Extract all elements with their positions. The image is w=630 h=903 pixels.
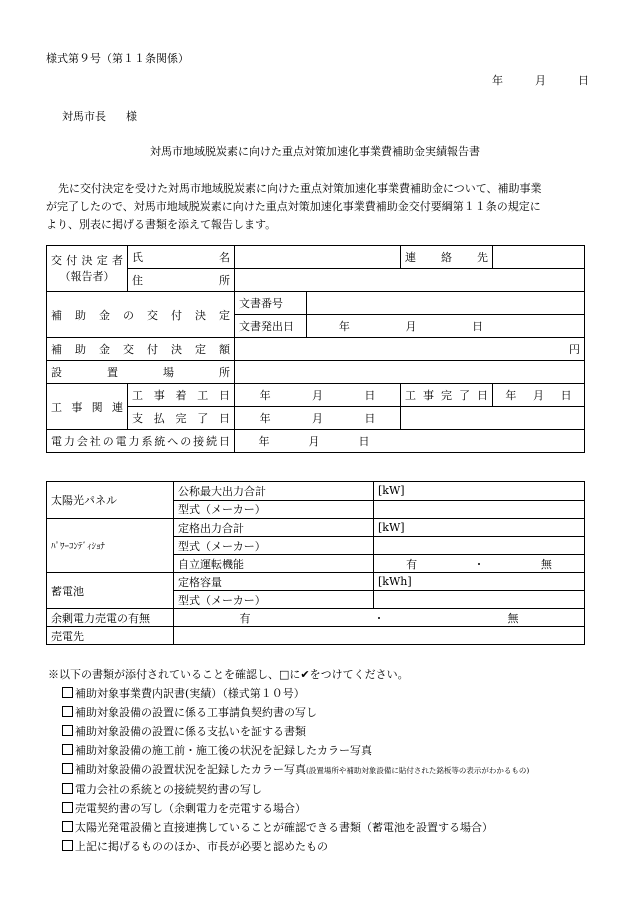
check-item-9-label: 上記に掲げるもののほか、市長が必要と認めたもの [75, 840, 328, 853]
surplus-choice[interactable] [174, 609, 585, 627]
checkbox-icon[interactable] [62, 687, 73, 698]
checkbox-icon[interactable] [62, 840, 73, 851]
check-item-9[interactable] [62, 837, 608, 856]
buyer-label: 売電先 [47, 627, 174, 645]
intro-line-3: より、別表に掲げる書類を添えて報告します。 [46, 218, 277, 231]
kwh-unit: [kWh] [378, 575, 412, 588]
grid-year: 年 [258, 435, 270, 448]
payment-month: 月 [311, 412, 323, 425]
complete-date-field[interactable] [493, 384, 585, 407]
contact-field[interactable] [493, 246, 585, 269]
doc-number-field[interactable] [307, 292, 585, 315]
battery-model-field[interactable] [374, 591, 585, 609]
battery-model-label: 型式（メーカー） [174, 591, 374, 609]
decision-amount-field[interactable] [235, 338, 585, 361]
nominal-output-label: 公称最大出力合計 [174, 482, 374, 501]
payment-date-field[interactable] [235, 407, 401, 430]
addressee-name: 対馬市長 [62, 110, 106, 123]
independent-label: 自立運転機能 [174, 555, 374, 573]
solar-label: 太陽光パネル [47, 482, 174, 519]
doc-date-field[interactable] [307, 315, 585, 338]
applicant-cell [47, 246, 128, 292]
name-label: 氏 名 [128, 246, 235, 269]
address-field[interactable] [235, 269, 585, 292]
decision-amount-label: 補助金交付決定額 [47, 338, 235, 361]
complete-year: 年 [505, 389, 517, 402]
surplus-yes[interactable]: 有 [239, 611, 251, 625]
payment-date-label: 支払完了日 [128, 407, 235, 430]
check-item-5[interactable] [62, 760, 608, 780]
date-day: 日 [578, 74, 589, 87]
address-label: 住 所 [128, 269, 235, 292]
date-line [492, 72, 589, 88]
checklist-heading: ※以下の書類が添付されていることを確認し、□に✔をつけてください。 [48, 668, 409, 681]
grid-connection-field[interactable] [235, 430, 585, 453]
check-item-5-label: 補助対象設備の設置状況を記録したカラー写真 [75, 763, 306, 776]
check-item-1-label: 補助対象事業費内訳書(実績）（様式第１０号） [75, 687, 305, 700]
grid-month: 月 [308, 435, 320, 448]
independent-yes[interactable]: 有 [406, 557, 418, 571]
checkbox-icon[interactable] [62, 725, 73, 736]
payment-year: 年 [259, 412, 271, 425]
doc-date-label: 文書発出日 [235, 315, 307, 338]
addressee [62, 108, 137, 124]
checkbox-icon[interactable] [62, 802, 73, 813]
nominal-output-field[interactable] [374, 482, 585, 501]
location-field[interactable] [235, 361, 585, 384]
complete-date-label: 工事完了日 [401, 384, 493, 407]
applicant-sub-label: （報告者） [59, 269, 115, 283]
rated-output-label: 定格出力合計 [174, 519, 374, 537]
surplus-label: 余剰電力売電の有無 [47, 609, 174, 627]
start-month: 月 [311, 389, 323, 402]
name-field[interactable] [235, 246, 401, 269]
complete-month: 月 [532, 389, 544, 402]
doc-date-day: 日 [472, 320, 484, 333]
equipment-table [46, 481, 585, 645]
location-label: 設置場所 [47, 361, 235, 384]
check-item-8[interactable] [62, 818, 608, 837]
pcs-label-text: ﾊﾟﾜｰｺﾝﾃﾞｨｼｮﾅ [51, 542, 106, 552]
independent-no[interactable]: 無 [540, 557, 552, 571]
rated-output-field[interactable] [374, 519, 585, 537]
check-item-2[interactable] [62, 703, 608, 722]
check-item-6-label: 電力会社の系統との接続契約書の写し [75, 783, 262, 796]
document-title: 対馬市地域脱炭素に向けた重点対策加速化事業費補助金実績報告書 [150, 145, 480, 158]
check-item-7[interactable] [62, 799, 608, 818]
date-month: 月 [535, 74, 546, 87]
date-year: 年 [492, 74, 503, 87]
report-table [46, 245, 585, 453]
surplus-dot: ・ [373, 611, 385, 625]
solar-model-field[interactable] [374, 500, 585, 519]
construction-label: 工事関連 [47, 384, 128, 430]
grid-connection-label: 電力会社の電力系統への接続日 [47, 430, 235, 453]
pcs-label [47, 519, 174, 573]
check-item-1[interactable] [62, 684, 608, 703]
contact-label: 連絡先 [401, 246, 493, 269]
start-day: 日 [364, 389, 376, 402]
start-date-field[interactable] [235, 384, 401, 407]
attachment-checklist [48, 665, 608, 856]
intro-line-1: 先に交付決定を受けた対馬市地域脱炭素に向けた重点対策加速化事業費補助金について、補助事業 [58, 182, 542, 195]
rated-capacity-label: 定格容量 [174, 573, 374, 591]
payment-blank [401, 407, 585, 430]
doc-date-month: 月 [405, 320, 417, 333]
applicant-label: 交付決定者 [51, 253, 123, 267]
surplus-no[interactable]: 無 [507, 611, 519, 625]
grid-day: 日 [358, 435, 370, 448]
yen-unit: 円 [569, 343, 580, 356]
checkbox-icon[interactable] [62, 744, 73, 755]
doc-date-year: 年 [338, 320, 350, 333]
independent-choice[interactable] [374, 555, 585, 573]
check-item-6[interactable] [62, 780, 608, 799]
kw-unit: [kW] [378, 484, 405, 498]
check-item-2-label: 補助対象設備の設置に係る工事請負契約書の写し [75, 706, 317, 719]
checkbox-icon[interactable] [62, 763, 73, 774]
checkbox-icon[interactable] [62, 821, 73, 832]
rated-capacity-field[interactable] [374, 573, 585, 591]
complete-day: 日 [560, 389, 572, 402]
check-item-3-label: 補助対象設備の設置に係る支払いを証する書類 [75, 725, 306, 738]
addressee-honorific: 様 [126, 110, 137, 123]
checkbox-icon[interactable] [62, 706, 73, 717]
check-item-4-label: 補助対象設備の施工前・施工後の状況を記録したカラー写真 [75, 744, 372, 757]
check-item-7-label: 売電契約書の写し（余剰電力を売電する場合） [75, 802, 306, 815]
payment-day: 日 [364, 412, 376, 425]
intro-line-2: が完了したので、対馬市地域脱炭素に向けた重点対策加速化事業費補助金交付要綱第１１条の規定に [46, 200, 541, 213]
buyer-field[interactable] [174, 627, 585, 645]
pcs-model-label: 型式（メーカー） [174, 537, 374, 555]
start-year: 年 [259, 389, 271, 402]
check-item-4[interactable] [62, 741, 608, 760]
start-date-label: 工事着工日 [128, 384, 235, 407]
doc-number-label: 文書番号 [235, 292, 307, 315]
decision-label: 補助金の交付決定 [47, 292, 235, 338]
pcs-model-field[interactable] [374, 537, 585, 555]
check-item-3[interactable] [62, 722, 608, 741]
check-item-8-label: 太陽光発電設備と直接連携していることが確認できる書類（蓄電池を設置する場合） [75, 821, 493, 834]
form-number: 様式第９号（第１１条関係） [46, 52, 189, 65]
battery-label: 蓄電池 [47, 573, 174, 609]
kw-unit-2: [kW] [378, 521, 405, 534]
solar-model-label: 型式（メーカー） [174, 500, 374, 519]
check-item-5-note: (設置場所や補助対象設備に貼付された銘板等の表示がわかるもの) [306, 766, 530, 775]
checkbox-icon[interactable] [62, 783, 73, 794]
independent-dot: ・ [473, 557, 485, 571]
